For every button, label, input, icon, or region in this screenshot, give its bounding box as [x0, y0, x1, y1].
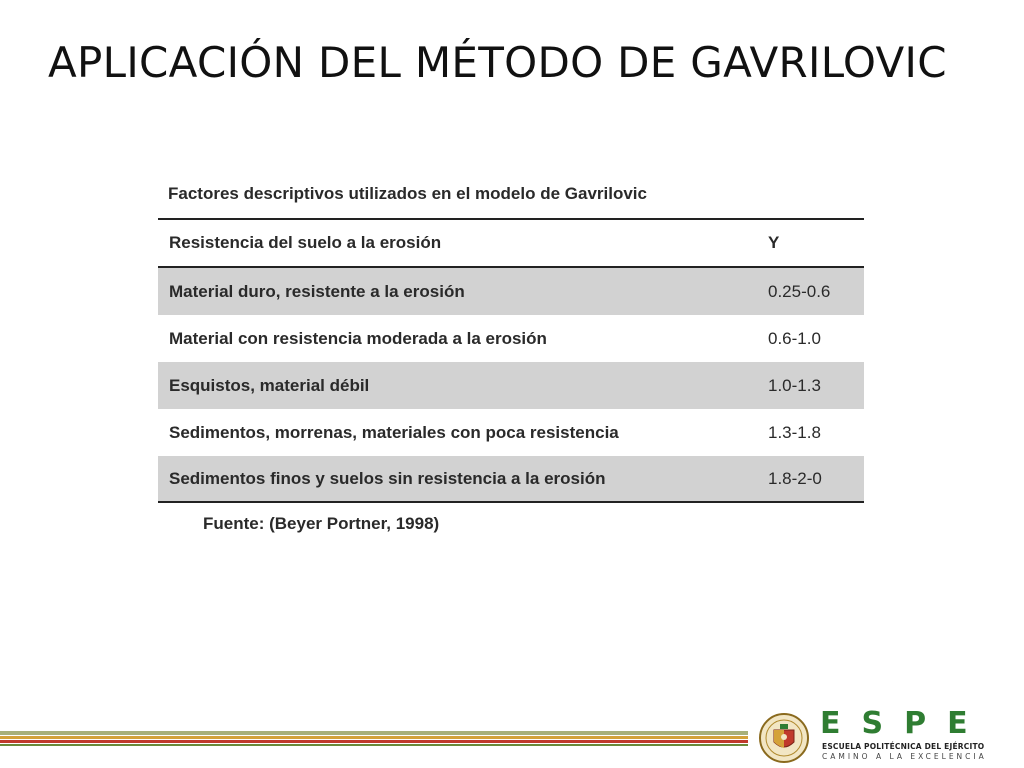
- espe-logo: [754, 708, 1014, 764]
- footer-stripes: [0, 731, 748, 747]
- table-caption: Factores descriptivos utilizados en el modelo de Gavrilovic: [158, 170, 864, 220]
- table-row: [158, 409, 864, 456]
- row-factor: Sedimentos finos y suelos sin resistencia a la erosión: [169, 468, 606, 488]
- row-value: 0.25-0.6: [768, 281, 831, 301]
- gavrilovic-factor-table: [158, 170, 864, 503]
- table-row: [158, 456, 864, 503]
- footer-stripe: [0, 740, 748, 743]
- row-factor: Sedimentos, morrenas, materiales con poca resistencia: [169, 422, 619, 442]
- row-factor: Material con resistencia moderada a la erosión: [169, 328, 547, 348]
- row-factor: Esquistos, material débil: [169, 375, 370, 395]
- row-value: 1.8-2-0: [768, 468, 822, 488]
- row-value: 1.3-1.8: [768, 422, 821, 442]
- header-factor: Resistencia del suelo a la erosión: [169, 233, 442, 252]
- institution-seal-icon: [758, 712, 810, 764]
- slide-title: APLICACIÓN DEL MÉTODO DE GAVRILOVIC: [48, 38, 947, 87]
- footer-stripe: [0, 736, 748, 739]
- footer-stripe: [0, 744, 748, 746]
- table-row: [158, 268, 864, 315]
- table-row: [158, 362, 864, 409]
- table-header-row: [158, 220, 864, 268]
- brand-institution: ESCUELA POLITÉCNICA DEL EJÉRCITO: [822, 742, 985, 751]
- brand-tagline: CAMINO A LA EXCELENCIA: [822, 752, 987, 761]
- row-factor: Material duro, resistente a la erosión: [169, 281, 465, 301]
- row-value: 0.6-1.0: [768, 328, 821, 348]
- footer-stripe: [0, 731, 748, 735]
- table-source-note: Fuente: (Beyer Portner, 1998): [203, 514, 440, 533]
- header-value: Y: [768, 233, 780, 252]
- table-row: [158, 315, 864, 362]
- brand-wordmark: ESPE: [820, 706, 989, 741]
- row-value: 1.0-1.3: [768, 375, 821, 395]
